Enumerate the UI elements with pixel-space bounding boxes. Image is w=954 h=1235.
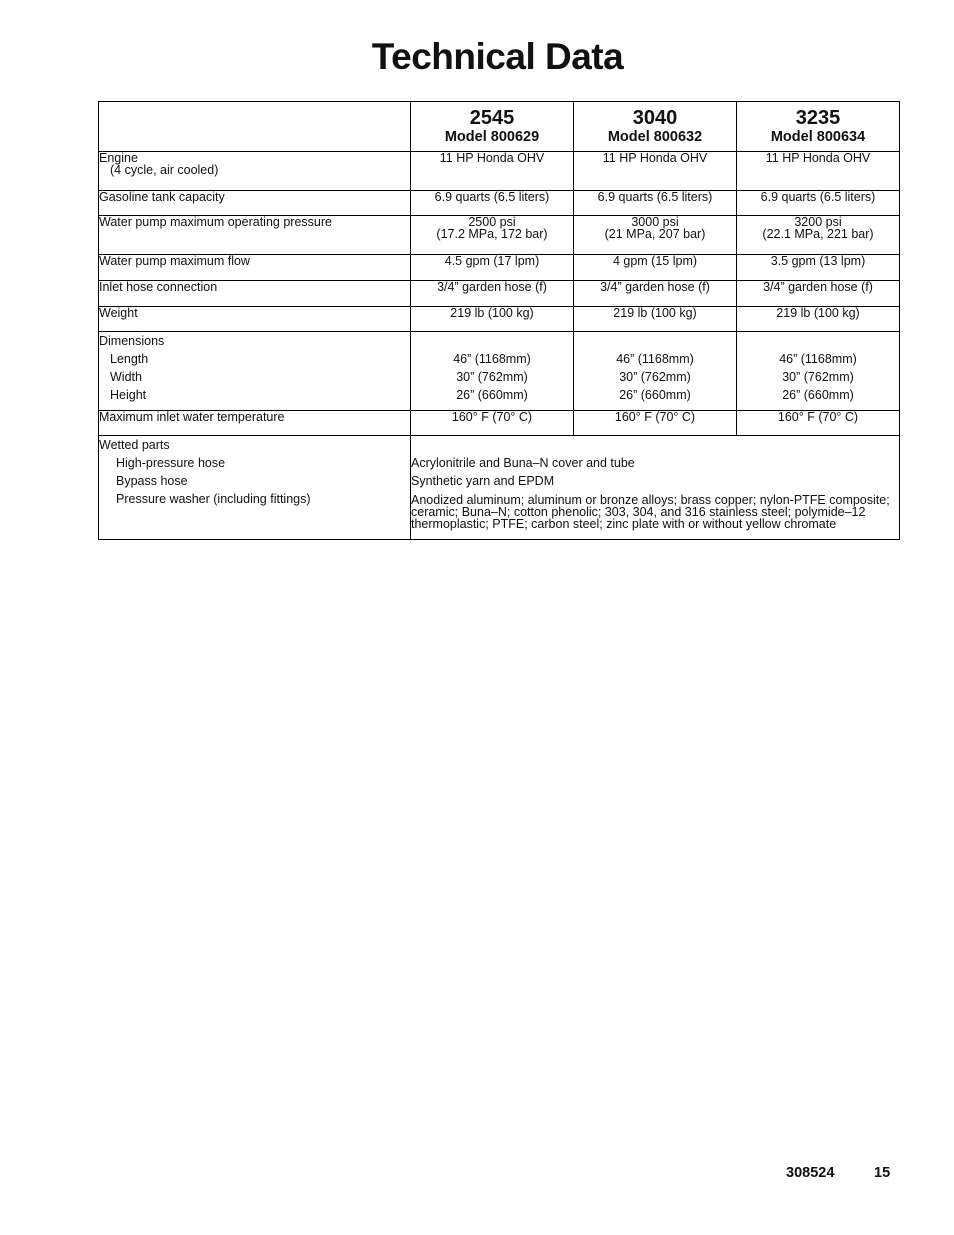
dimension-value: 26” (660mm) [456,388,528,402]
row-sublabel: Length [110,352,149,366]
wetted-material: Acrylonitrile and Buna–N cover and tube [411,456,635,470]
row-label: Water pump maximum flow [99,255,411,281]
document-number: 308524 [786,1165,835,1181]
model-name: Model 800634 [770,129,866,145]
table-cell: 4.5 gpm (17 lpm) [411,255,574,281]
table-row-inlet [99,281,900,307]
header-blank-cell [99,102,411,152]
row-label: Gasoline tank capacity [99,191,411,216]
row-label-text: Dimensions [99,334,165,348]
page-number: 15 [874,1165,891,1181]
table-cell: 160° F (70° C) [411,411,574,436]
table-cell [574,332,737,411]
page-title: Technical Data [371,36,624,77]
dimension-value: 46” (1168mm) [779,352,857,366]
wetted-material: Synthetic yarn and EPDM [411,474,555,488]
table-cell: 3.5 gpm (13 lpm) [737,255,900,281]
table-row-weight [99,307,900,332]
row-sublabel: High-pressure hose [116,456,226,470]
pressure-psi: 2500 psi [468,215,516,229]
table-cell: 6.9 quarts (6.5 liters) [411,191,574,216]
row-sublabel: Width [110,370,142,384]
model-name: Model 800629 [444,129,540,145]
table-row-flow [99,255,900,281]
row-label: Inlet hose connection [99,281,411,307]
table-cell: 160° F (70° C) [737,411,900,436]
table-cell [411,332,574,411]
row-label: Maximum inlet water temperature [99,411,411,436]
dimension-value: 30” (762mm) [782,370,854,384]
dimension-value: 26” (660mm) [782,388,854,402]
pressure-metric: (17.2 MPa, 172 bar) [436,227,548,241]
model-number: 3235 [795,107,841,129]
table-cell: 6.9 quarts (6.5 liters) [574,191,737,216]
table-cell: 219 lb (100 kg) [737,307,900,332]
dimension-value: 46” (1168mm) [453,352,531,366]
row-label: Weight [99,307,411,332]
header-row [99,102,900,152]
row-label-text: Wetted parts [99,438,170,452]
pressure-metric: (21 MPa, 207 bar) [604,227,706,241]
header-model-2545 [411,102,574,152]
table-row-wetted [99,436,900,540]
model-number: 2545 [469,107,515,129]
row-sublabel: Height [110,388,147,402]
row-label [99,436,411,540]
table-cell: 160° F (70° C) [574,411,737,436]
table-cell: 4 gpm (15 lpm) [574,255,737,281]
row-label [99,332,411,411]
dimension-value: 46” (1168mm) [616,352,694,366]
table-cell: 11 HP Honda OHV [737,152,900,191]
table-cell: 3/4” garden hose (f) [737,281,900,307]
row-sublabel: Bypass hose [116,474,188,488]
header-model-3235 [737,102,900,152]
pressure-psi: 3000 psi [631,215,679,229]
row-sublabel: Pressure washer (including fittings) [116,492,311,506]
table-cell [574,216,737,255]
dimension-value: 30” (762mm) [456,370,528,384]
model-name: Model 800632 [607,129,703,145]
table-row-pressure [99,216,900,255]
row-label-text: Engine [99,151,138,165]
table-cell: 219 lb (100 kg) [574,307,737,332]
model-number: 3040 [632,107,678,129]
technical-data-table [98,101,900,540]
wetted-parts-cell [411,436,900,540]
row-label [99,152,411,191]
table-cell: 3/4” garden hose (f) [574,281,737,307]
dimension-value: 26” (660mm) [619,388,691,402]
table-row-temperature [99,411,900,436]
table-cell: 11 HP Honda OHV [411,152,574,191]
table-cell [411,216,574,255]
row-label: Water pump maximum operating pressure [99,216,411,255]
header-model-3040 [574,102,737,152]
table-cell: 6.9 quarts (6.5 liters) [737,191,900,216]
table-cell: 3/4” garden hose (f) [411,281,574,307]
table-cell: 11 HP Honda OHV [574,152,737,191]
table-cell: 219 lb (100 kg) [411,307,574,332]
wetted-material: Anodized aluminum; aluminum or bronze alloys; brass copper; nylon-PTFE composite; ceramic; Buna–N; cotton phenolic; 303, 304, and 316 stainless steel; polymide–12 thermoplastic; PTFE; carbon steel; zinc plate with or without yellow chromate [411,493,890,531]
pressure-psi: 3200 psi [794,215,842,229]
table-row-tank [99,191,900,216]
table-row-engine [99,152,900,191]
table-cell [737,332,900,411]
pressure-metric: (22.1 MPa, 221 bar) [762,227,874,241]
row-sublabel: (4 cycle, air cooled) [110,163,219,177]
table-cell [737,216,900,255]
dimension-value: 30” (762mm) [619,370,691,384]
table-row-dimensions [99,332,900,411]
